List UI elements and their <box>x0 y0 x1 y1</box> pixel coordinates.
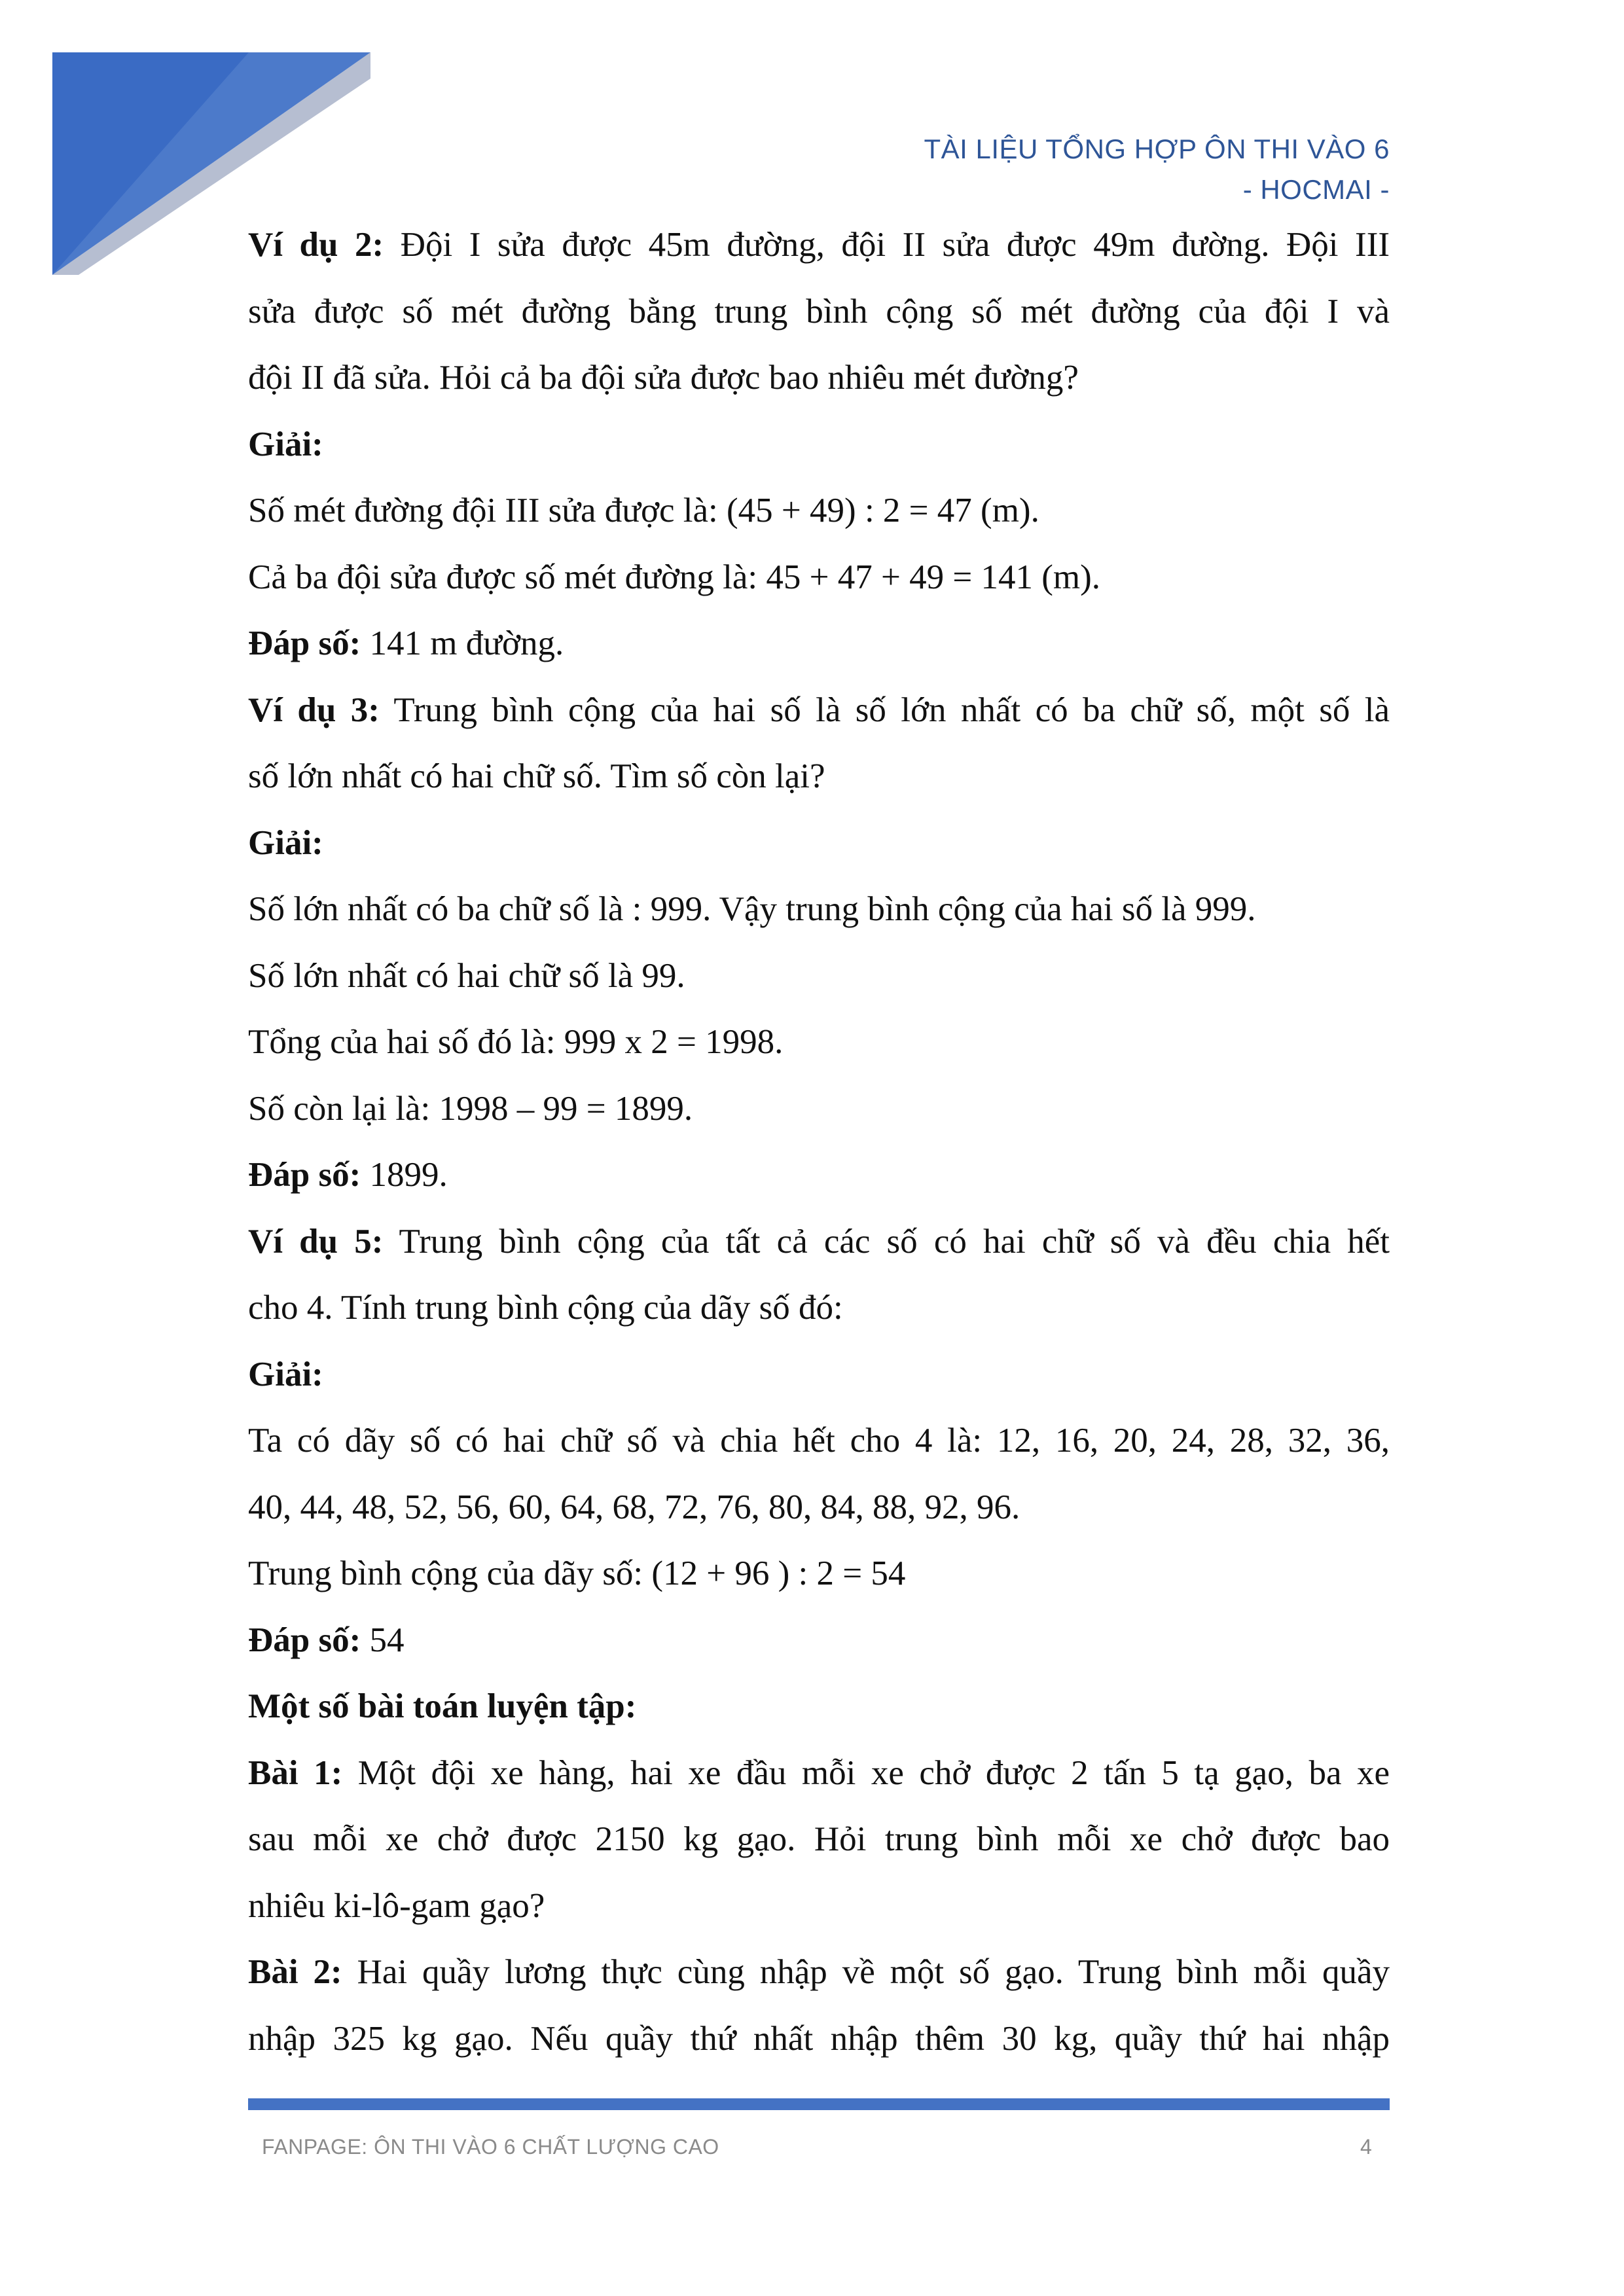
example-3-label: Ví dụ 3: <box>248 691 380 729</box>
example-2-step-2: Cả ba đội sửa được số mét đường là: 45 + 47 + 49 = 141 (m). <box>248 558 1101 596</box>
exercise-1-line-3: nhiêu ki-lô-gam gạo? <box>248 1886 545 1925</box>
example-2-label: Ví dụ 2: <box>248 226 384 264</box>
example-2-line-1 <box>248 212 1390 279</box>
example-3-answer-label: Đáp số: <box>248 1156 361 1194</box>
footer-divider <box>248 2098 1390 2110</box>
header-subtitle: - HOCMAI - <box>1242 174 1390 205</box>
example-3-step-2: Số lớn nhất có hai chữ số là 99. <box>248 956 685 995</box>
example-5-step-3: Trung bình cộng của dãy số: (12 + 96 ) : 2 = 54 <box>248 1554 906 1592</box>
example-5-answer <box>248 1607 1390 1674</box>
example-5-answer-value: 54 <box>361 1621 405 1659</box>
example-3-step-3: Tổng của hai số đó là: 999 x 2 = 1998. <box>248 1023 784 1061</box>
example-2-step-1: Số mét đường đội III sửa được là: (45 + 49) : 2 = 47 (m). <box>248 492 1039 529</box>
example-2-line-2: sửa được số mét đường bằng trung bình cộng số mét đường của đội I và <box>248 292 1390 331</box>
example-2-answer-value: 141 m đường. <box>361 624 564 662</box>
practice-heading: Một số bài toán luyện tập: <box>248 1687 637 1725</box>
exercise-2-line-2: nhập 325 kg gạo. Nếu quầy thứ nhất nhập thêm 30 kg, quầy thứ hai nhập <box>248 2019 1390 2058</box>
example-5-label: Ví dụ 5: <box>248 1222 384 1261</box>
example-3-step-1: Số lớn nhất có ba chữ số là : 999. Vậy trung bình cộng của hai số là 999. <box>248 890 1256 928</box>
example-2-line-3: đội II đã sửa. Hỏi cả ba đội sửa được bao nhiêu mét đường? <box>248 359 1079 397</box>
page-number: 4 <box>1360 2135 1372 2159</box>
example-2-solution-heading: Giải: <box>248 425 323 463</box>
example-5-step-1: Ta có dãy số có hai chữ số và chia hết cho 4 là: 12, 16, 20, 24, 28, 32, 36, <box>248 1422 1390 1460</box>
example-3-answer-value: 1899. <box>361 1156 448 1194</box>
example-2-text-1: Đội I sửa được 45m đường, đội II sửa được 49m đường. Đội III <box>384 226 1390 264</box>
example-3-line-1 <box>248 677 1390 744</box>
exercise-2-line-1 <box>248 1939 1390 2006</box>
example-5-line-2: cho 4. Tính trung bình cộng của dãy số đó: <box>248 1289 843 1327</box>
exercise-1-text-1: Một đội xe hàng, hai xe đầu mỗi xe chở được 2 tấn 5 tạ gạo, ba xe <box>342 1753 1390 1792</box>
exercise-1-line-1 <box>248 1740 1390 1807</box>
example-5-line-1 <box>248 1209 1390 1276</box>
exercise-1-label: Bài 1: <box>248 1753 343 1792</box>
exercise-2-text-1: Hai quầy lương thực cùng nhập về một số gạo. Trung bình mỗi quầy <box>342 1953 1390 1991</box>
example-3-step-4: Số còn lại là: 1998 – 99 = 1899. <box>248 1089 693 1128</box>
header-title: TÀI LIỆU TỔNG HỢP ÔN THI VÀO 6 <box>924 134 1390 164</box>
example-5-text-1: Trung bình cộng của tất cả các số có hai chữ số và đều chia hết <box>383 1222 1390 1261</box>
main-content <box>248 212 1390 2072</box>
exercise-1-line-2: sau mỗi xe chở được 2150 kg gạo. Hỏi trung bình mỗi xe chở được bao <box>248 1820 1390 1858</box>
example-3-line-2: số lớn nhất có hai chữ số. Tìm số còn lại? <box>248 757 825 795</box>
exercise-2-label: Bài 2: <box>248 1953 342 1991</box>
example-3-text-1: Trung bình cộng của hai số là số lớn nhất có ba chữ số, một số là <box>379 691 1390 729</box>
example-2-answer <box>248 611 1390 677</box>
example-5-answer-label: Đáp số: <box>248 1621 361 1659</box>
example-3-solution-heading: Giải: <box>248 823 323 862</box>
footer-fanpage: FANPAGE: ÔN THI VÀO 6 CHẤT LƯỢNG CAO <box>262 2135 719 2159</box>
example-5-step-2: 40, 44, 48, 52, 56, 60, 64, 68, 72, 76, 80, 84, 88, 92, 96. <box>248 1488 1020 1526</box>
example-5-solution-heading: Giải: <box>248 1355 323 1393</box>
example-2-answer-label: Đáp số: <box>248 624 361 662</box>
example-3-answer <box>248 1142 1390 1209</box>
